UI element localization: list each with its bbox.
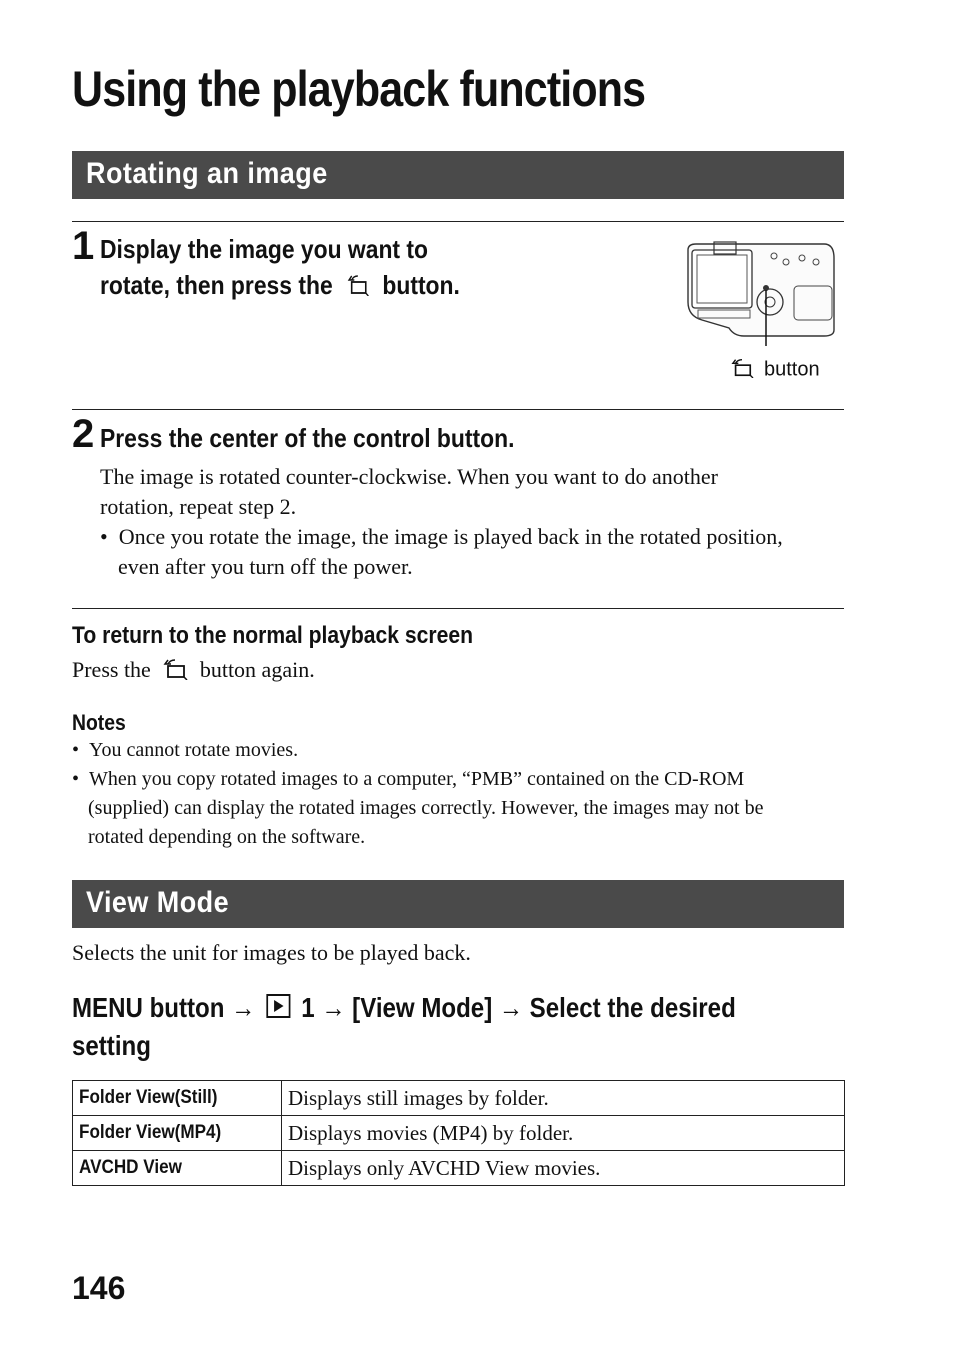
section-header-label: Rotating an image [86,157,328,190]
step-2-title: Press the center of the control button. [100,423,515,453]
figure-caption: button [728,356,820,384]
setting-description: Displays still images by folder. [282,1081,845,1116]
section-header-rotating [72,151,844,199]
note-item: • When you copy rotated images to a computer, “PMB” contained on the CD-ROM [72,768,745,790]
step-1-number: 1 [72,224,95,268]
step-1-text [100,231,460,305]
page-number: 146 [72,1270,126,1306]
rotate-icon [728,356,756,384]
step-2-number: 2 [72,412,95,456]
divider [72,409,844,410]
return-text: Press the button again. [72,655,315,688]
page-title: Using the playback functions [72,61,646,117]
step-2-bullet: • Once you rotate the image, the image is played back in the rotated position, even after you turn off the power. [100,524,783,579]
setting-name: AVCHD View [79,1157,182,1178]
divider [72,221,844,222]
step-1-line-1: Display the image you want to [100,234,429,264]
notes-list: • You cannot rotate movies. • When you copy rotated images to a computer, “PMB” contained on the CD-ROM (supplied) can display the rotated images correctly. However, the images may not be rotated depending on the software. [72,736,763,852]
setting-name: Folder View(Still) [79,1087,218,1108]
divider [72,608,844,609]
table-row [73,1151,845,1186]
camera-illustration [684,238,838,348]
table-row [73,1081,845,1116]
notes-heading: Notes [72,710,126,735]
setting-name: Folder View(MP4) [79,1122,222,1143]
view-mode-table [72,1080,845,1186]
table-row [73,1116,845,1151]
return-heading: To return to the normal playback screen [72,622,473,649]
setting-description: Displays movies (MP4) by folder. [282,1116,845,1151]
note-item: • You cannot rotate movies. [72,739,299,761]
menu-path: MENU button → 1 → [View Mode] → Select the desired setting [72,992,736,1061]
playback-icon [265,992,291,1028]
step-2-body: The image is rotated counter-clockwise. When you want to do another rotation, repeat step 2. [100,464,719,519]
bullet: • [100,524,108,549]
rotate-icon [160,656,190,688]
section-header-label: View Mode [86,886,230,919]
rotate-icon [344,269,370,305]
step-1-line-2: rotate, then press the button. [100,267,460,305]
setting-description: Displays only AVCHD View movies. [282,1151,845,1186]
view-mode-intro: Selects the unit for images to be played back. [72,940,471,965]
section-header-view-mode [72,880,844,928]
